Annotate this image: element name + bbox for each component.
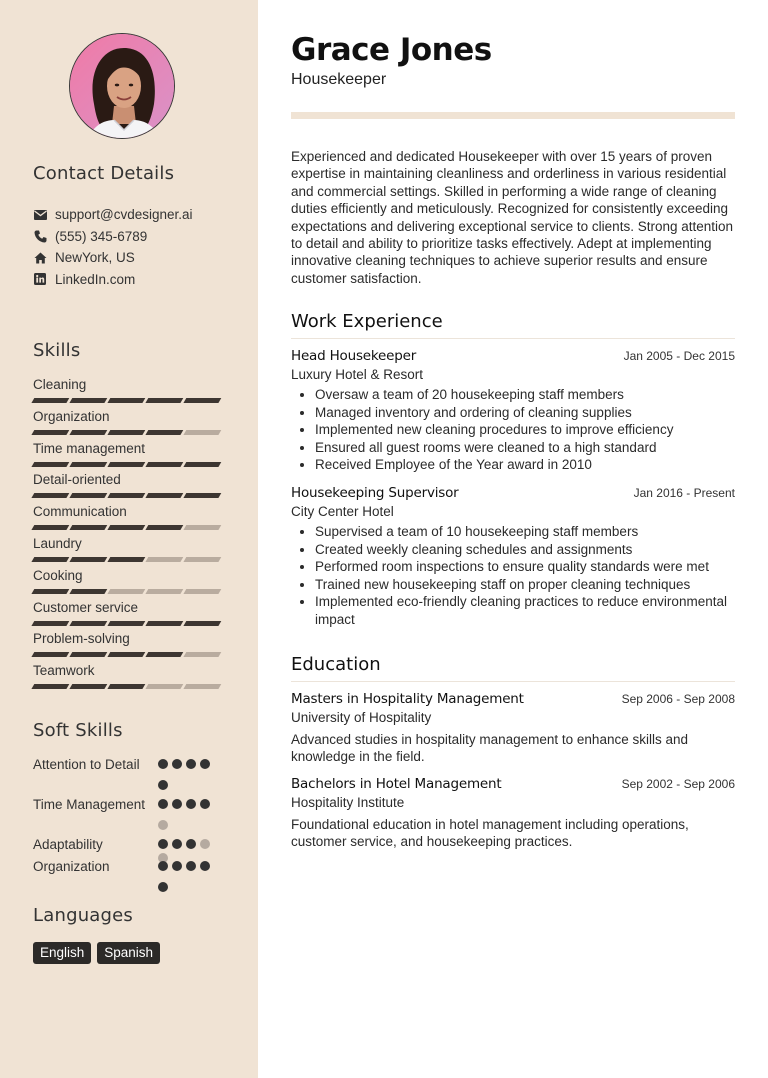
skill-level-segment: [32, 684, 70, 689]
rating-dot: [186, 799, 196, 809]
skill-level-segment: [146, 684, 184, 689]
skill-item: [33, 440, 225, 472]
contact-email[interactable]: [33, 204, 253, 226]
soft-skill-rating: [158, 858, 220, 898]
soft-skill-name: Organization: [33, 859, 110, 874]
skill-level-segment: [146, 557, 184, 562]
candidate-role: Housekeeper: [291, 71, 387, 88]
skill-level-segment: [32, 398, 70, 403]
job-company: Luxury Hotel & Resort: [291, 367, 424, 382]
job-dates: Jan 2016 - Present: [633, 486, 735, 500]
skill-name: Organization: [33, 408, 110, 424]
skill-level-segment: [108, 557, 146, 562]
soft-skill-rating: [158, 796, 220, 836]
skill-level-bar: [33, 652, 225, 657]
soft-skill-name: Adaptability: [33, 837, 103, 852]
soft-skill-item: [33, 836, 243, 858]
soft-skill-name: Time Management: [33, 797, 146, 812]
skill-level-segment: [108, 652, 146, 657]
skill-level-segment: [184, 430, 222, 435]
skill-level-bar: [33, 589, 225, 594]
skill-level-segment: [108, 589, 146, 594]
skill-level-bar: [33, 430, 225, 435]
soft-skills-list: [33, 756, 243, 898]
contact-phone-text: (555) 345-6789: [55, 228, 148, 244]
skill-name: Problem-solving: [33, 631, 130, 647]
skill-level-segment: [146, 398, 184, 403]
sidebar: [0, 0, 258, 1078]
contact-section-title: Contact Details: [33, 163, 175, 184]
skill-name: Communication: [33, 504, 127, 520]
skill-level-segment: [32, 589, 70, 594]
job-bullet: • Trained new housekeeping staff on proper cleaning techniques: [315, 576, 735, 594]
soft-skills-section-title: Soft Skills: [33, 720, 123, 741]
degree-dates: Sep 2006 - Sep 2008: [621, 692, 735, 706]
skill-level-segment: [184, 462, 222, 467]
job-bullet: • Managed inventory and ordering of cleaning supplies: [315, 404, 735, 422]
skill-name: Customer service: [33, 599, 139, 615]
contact-linkedin-text: LinkedIn.com: [55, 271, 136, 287]
education-entry: [291, 691, 735, 766]
degree-title: Bachelors in Hotel Management: [291, 776, 502, 792]
rating-dot: [200, 759, 210, 769]
skill-name: Detail-oriented: [33, 472, 121, 488]
skill-level-segment: [70, 589, 108, 594]
skill-name: Cleaning: [33, 377, 87, 392]
skill-level-segment: [184, 621, 222, 626]
soft-skill-rating: [158, 836, 220, 858]
skill-level-segment: [108, 493, 146, 498]
skill-item: [33, 567, 225, 599]
degree-description: Foundational education in hotel management including operations, customer service, and housekeeping practices.: [291, 817, 689, 850]
rating-dot: [158, 882, 168, 892]
work-entry: [291, 348, 735, 474]
skill-level-segment: [70, 462, 108, 467]
contact-email-text: support@cvdesigner.ai: [55, 207, 193, 223]
profile-photo: [69, 33, 175, 139]
job-company: City Center Hotel: [291, 504, 394, 519]
skill-level-segment: [32, 621, 70, 626]
rating-dot: [186, 861, 196, 871]
skill-name: Time management: [33, 440, 146, 456]
skill-level-segment: [32, 430, 70, 435]
skill-item: [33, 376, 225, 408]
job-bullet: • Received Employee of the Year award in 2010: [315, 456, 735, 474]
home-icon: [33, 251, 47, 265]
rating-dot: [186, 839, 196, 849]
soft-skill-item: [33, 756, 243, 796]
rating-dot: [172, 759, 182, 769]
candidate-name: Grace Jones: [291, 32, 492, 68]
rating-dot: [172, 839, 182, 849]
rating-dot: [200, 861, 210, 871]
skill-level-segment: [70, 684, 108, 689]
skill-level-segment: [184, 589, 222, 594]
skill-level-segment: [184, 557, 222, 562]
rating-dot: [200, 799, 210, 809]
school-name: Hospitality Institute: [291, 795, 405, 810]
contact-list: [33, 204, 253, 290]
job-dates: Jan 2005 - Dec 2015: [623, 349, 735, 363]
skill-level-segment: [70, 525, 108, 530]
skill-level-segment: [108, 430, 146, 435]
skill-level-segment: [70, 430, 108, 435]
skill-level-segment: [146, 493, 184, 498]
skill-level-segment: [146, 652, 184, 657]
education-section-title: Education: [291, 654, 381, 675]
soft-skill-item: [33, 858, 243, 898]
skill-level-segment: [108, 621, 146, 626]
job-bullet: • Supervised a team of 10 housekeeping staff members: [315, 523, 735, 541]
skill-item: [33, 535, 225, 567]
soft-skill-rating: [158, 756, 220, 796]
language-badge: Spanish: [97, 942, 160, 964]
header-divider: [291, 112, 735, 119]
job-bullet: • Created weekly cleaning schedules and assignments: [315, 541, 735, 559]
skill-level-bar: [33, 557, 225, 562]
degree-title: Masters in Hospitality Management: [291, 691, 524, 707]
profile-summary: Experienced and dedicated Housekeeper with over 15 years of proven expertise in maintaining cleanliness and orderliness in various residential and commercial settings. Skilled in performing a wide range of cleaning duties efficiently and meticulously. Recognized for consistently exceeding expectations and delivering exceptional service to clients. Strong attention to detail and ability to prioritize tasks effectively. Adept at implementing innovative cleaning techniques to achieve superior results and ensure customer satisfaction.: [291, 149, 734, 286]
skill-item: [33, 599, 225, 631]
job-bullets: [291, 386, 735, 474]
job-bullet: • Ensured all guest rooms were cleaned to a high standard: [315, 439, 735, 457]
skill-level-segment: [32, 652, 70, 657]
rating-dot: [158, 820, 168, 830]
skill-level-segment: [146, 525, 184, 530]
contact-location: [33, 247, 253, 269]
skills-section-title: Skills: [33, 340, 81, 361]
envelope-icon: [33, 208, 47, 222]
skill-item: [33, 662, 225, 694]
work-section-title: Work Experience: [291, 311, 443, 332]
skill-name: Cooking: [33, 567, 83, 583]
skill-level-bar: [33, 525, 225, 530]
skill-level-segment: [184, 398, 222, 403]
skill-level-bar: [33, 493, 225, 498]
skill-item: [33, 630, 225, 662]
skill-item: [33, 408, 225, 440]
section-divider: [291, 681, 735, 682]
job-bullet: • Implemented eco-friendly cleaning practices to reduce environmental impact: [315, 593, 735, 628]
job-title: Head Housekeeper: [291, 348, 417, 364]
job-title: Housekeeping Supervisor: [291, 485, 459, 501]
school-name: University of Hospitality: [291, 710, 432, 725]
skill-level-segment: [184, 493, 222, 498]
skill-level-segment: [32, 557, 70, 562]
job-bullets: [291, 523, 735, 628]
skill-level-segment: [32, 493, 70, 498]
rating-dot: [186, 759, 196, 769]
contact-location-text: NewYork, US: [55, 250, 135, 266]
linkedin-icon: [33, 272, 47, 286]
skill-level-bar: [33, 462, 225, 467]
skill-level-segment: [108, 525, 146, 530]
skill-level-segment: [108, 462, 146, 467]
languages-section-title: Languages: [33, 905, 134, 926]
skill-level-segment: [146, 462, 184, 467]
skill-level-segment: [70, 557, 108, 562]
contact-phone[interactable]: [33, 226, 253, 248]
skill-level-segment: [70, 652, 108, 657]
skill-level-segment: [70, 398, 108, 403]
phone-icon: [33, 229, 47, 243]
skill-level-bar: [33, 398, 225, 403]
contact-linkedin[interactable]: [33, 269, 253, 291]
languages-list: [33, 942, 160, 964]
soft-skill-item: [33, 796, 243, 836]
rating-dot: [172, 861, 182, 871]
skill-level-segment: [184, 652, 222, 657]
skill-level-segment: [70, 621, 108, 626]
main-content: [258, 0, 768, 1078]
rating-dot: [158, 759, 168, 769]
rating-dot: [158, 861, 168, 871]
rating-dot: [158, 799, 168, 809]
skills-list: [33, 376, 225, 694]
degree-dates: Sep 2002 - Sep 2006: [621, 777, 735, 791]
rating-dot: [172, 799, 182, 809]
rating-dot: [158, 839, 168, 849]
job-bullet: • Implemented new cleaning procedures to improve efficiency: [315, 421, 735, 439]
rating-dot: [200, 839, 210, 849]
section-divider: [291, 338, 735, 339]
skill-name: Laundry: [33, 535, 82, 551]
skill-name: Teamwork: [33, 663, 95, 679]
job-bullet: • Oversaw a team of 20 housekeeping staff members: [315, 386, 735, 404]
skill-level-segment: [108, 398, 146, 403]
skill-level-bar: [33, 684, 225, 689]
soft-skill-name: Attention to Detail: [33, 757, 140, 772]
skill-level-segment: [32, 462, 70, 467]
degree-description: Advanced studies in hospitality management to enhance skills and knowledge in the field.: [291, 732, 688, 765]
skill-level-segment: [70, 493, 108, 498]
skill-level-segment: [184, 684, 222, 689]
skill-level-segment: [32, 525, 70, 530]
skill-level-segment: [146, 621, 184, 626]
skill-level-segment: [146, 589, 184, 594]
work-entry: [291, 485, 735, 628]
education-entry: [291, 776, 735, 851]
rating-dot: [158, 780, 168, 790]
skill-level-segment: [146, 430, 184, 435]
skill-level-bar: [33, 621, 225, 626]
language-badge: English: [33, 942, 91, 964]
skill-level-segment: [108, 684, 146, 689]
skill-item: [33, 503, 225, 535]
skill-level-segment: [184, 525, 222, 530]
job-bullet: • Performed room inspections to ensure quality standards were met: [315, 558, 735, 576]
skill-item: [33, 471, 225, 503]
